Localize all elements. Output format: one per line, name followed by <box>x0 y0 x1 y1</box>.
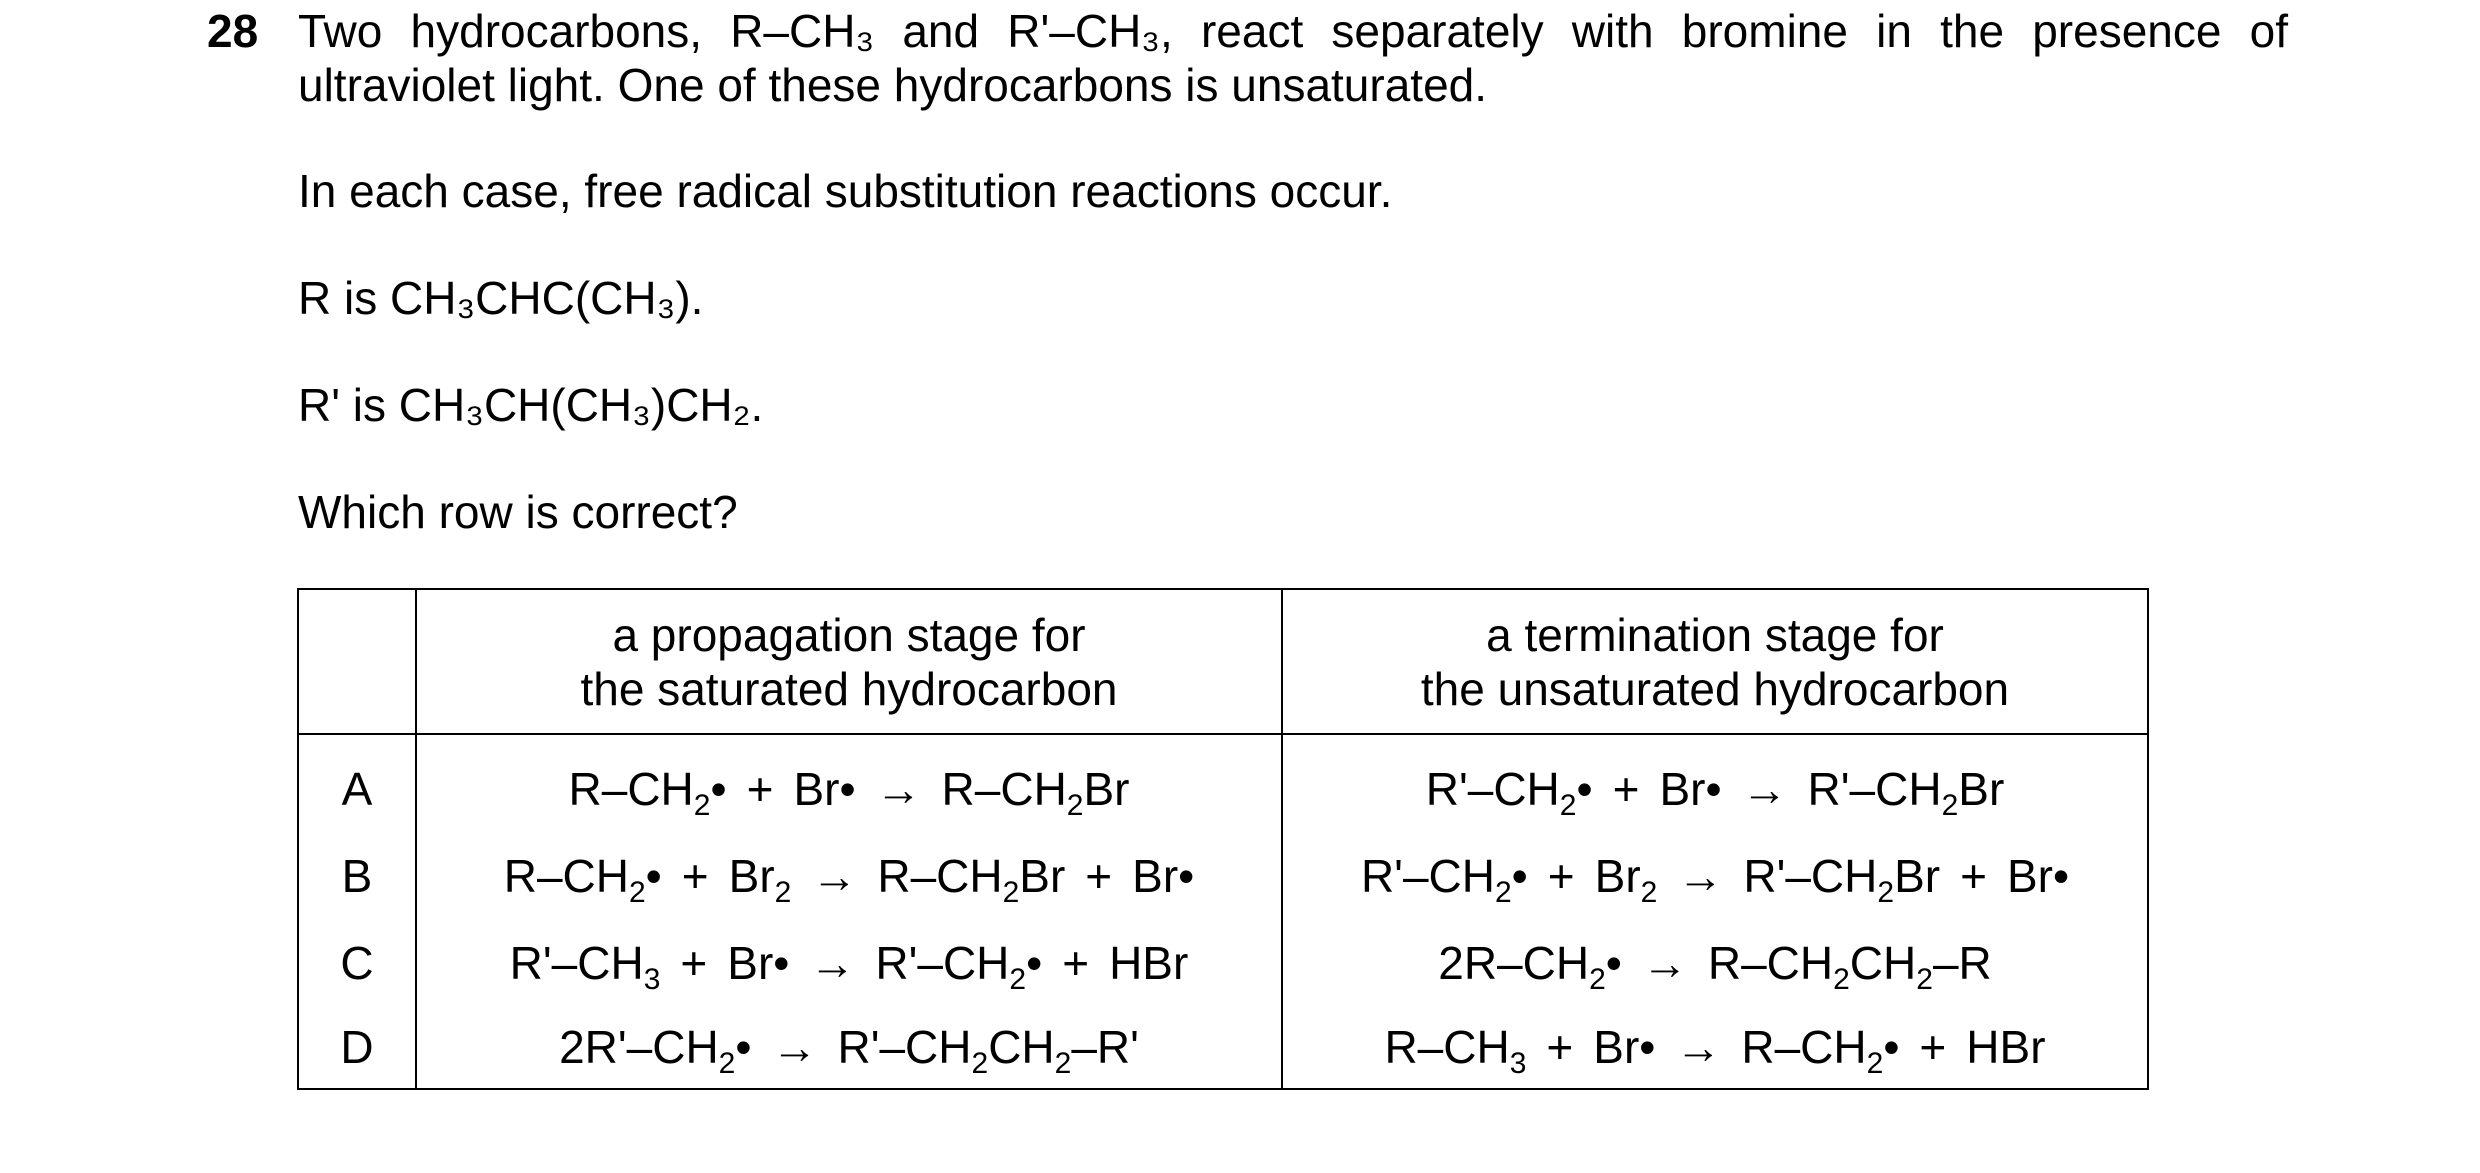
reaction-statement: In each case, free radical substitution reactions occur. <box>298 165 1393 217</box>
row-letter: C <box>298 919 416 1006</box>
question-prompt: Which row is correct? <box>298 486 738 538</box>
equation-term: $R-CH_2Br$ <box>877 849 1066 909</box>
equation-term: $R'-CH_2Br$ <box>1743 849 1941 909</box>
equation-term: $R'-CH_2CH_2-R'$ <box>837 1021 1139 1080</box>
table-row-a <box>298 734 2148 832</box>
header-propagation-line2: the saturated hydrocarbon <box>580 662 1118 715</box>
propagation-equation <box>416 1006 1282 1089</box>
r-definition: R is CH₃CHC(CH₃). <box>298 272 704 324</box>
header-propagation-line1: a propagation stage for <box>612 608 1086 661</box>
equation-term: HBr <box>1109 936 1189 989</box>
equation-term: $R-CH_3$ <box>1384 1021 1527 1080</box>
equation-term: → <box>875 762 922 815</box>
table-header-row <box>298 589 2148 734</box>
equation-term: Br• <box>727 936 790 989</box>
equation-term: → <box>809 936 856 989</box>
header-termination-line2: the unsaturated hydrocarbon <box>1420 662 2010 715</box>
r-prime-definition: R' is CH₃CH(CH₃)CH₂. <box>298 379 764 431</box>
table-row-b <box>298 832 2148 919</box>
equation-term: $R-CH_2Br$ <box>941 762 1130 822</box>
equation-term: $Br_2$ <box>1594 849 1658 909</box>
row-letter: B <box>298 832 416 919</box>
equation-term: $2R'-CH_2•$ <box>559 1021 752 1080</box>
question-intro: Two hydrocarbons, R–CH₃ and R'–CH₃, react separately with bromine in the presence of ultraviolet light. One of these hydrocarbons is unsaturated. <box>298 5 2288 111</box>
propagation-equation <box>416 734 1282 832</box>
equation-term: HBr <box>1966 1021 2046 1073</box>
equation-term: + <box>1547 849 1575 902</box>
equation-term: + <box>1960 849 1987 902</box>
equation-term: $R'-CH_2•$ <box>1360 849 1528 909</box>
termination-equation <box>1282 919 2148 1006</box>
header-letter-cell <box>298 589 416 734</box>
termination-equation <box>1282 832 2148 919</box>
propagation-equation <box>416 832 1282 919</box>
equation-term: → <box>771 1021 818 1073</box>
equation-term: $R'-CH_2•$ <box>875 936 1043 996</box>
equation-term: → <box>1675 1021 1722 1073</box>
equation-term: $R'-CH_3$ <box>509 936 661 996</box>
equation-term: + <box>1085 849 1113 902</box>
header-termination <box>1282 589 2148 734</box>
equation-term: + <box>1612 762 1640 815</box>
equation-term: $R'-CH_2Br$ <box>1807 762 2005 822</box>
equation-term: Br• <box>1659 762 1722 815</box>
equation-term: + <box>681 849 709 902</box>
question-number: 28 <box>207 5 259 57</box>
termination-equation <box>1282 1006 2148 1089</box>
equation-term: Br• <box>793 762 856 815</box>
equation-term: + <box>746 762 774 815</box>
equation-term: + <box>1062 936 1090 989</box>
header-propagation <box>416 589 1282 734</box>
equation-term: → <box>811 849 858 902</box>
table-row-c <box>298 919 2148 1006</box>
table-row-d <box>298 1006 2148 1089</box>
equation-term: $2R-CH_2•$ <box>1438 936 1622 996</box>
header-termination-line1: a termination stage for <box>1486 608 1944 661</box>
equation-term: $R'-CH_2•$ <box>1425 762 1593 822</box>
equation-term: $R-CH_2•$ <box>503 849 662 909</box>
equation-term: + <box>1546 1021 1574 1073</box>
row-letter: D <box>298 1006 416 1089</box>
equation-term: $R-CH_2•$ <box>1741 1021 1900 1080</box>
equation-term: $Br_2$ <box>728 849 792 909</box>
equation-term: Br• <box>1593 1021 1656 1073</box>
propagation-equation <box>416 919 1282 1006</box>
equation-term: → <box>1641 936 1688 989</box>
answer-table <box>297 588 2149 1090</box>
equation-term: + <box>680 936 708 989</box>
equation-term: + <box>1919 1021 1947 1073</box>
row-letter: A <box>298 734 416 832</box>
equation-term: Br• <box>1132 849 1195 902</box>
equation-term: Br• <box>2006 849 2070 902</box>
equation-term: → <box>1677 849 1724 902</box>
termination-equation <box>1282 734 2148 832</box>
equation-term: → <box>1741 762 1788 815</box>
equation-term: $R-CH_2CH_2-R$ <box>1707 936 1992 996</box>
equation-term: $R-CH_2•$ <box>568 762 727 822</box>
